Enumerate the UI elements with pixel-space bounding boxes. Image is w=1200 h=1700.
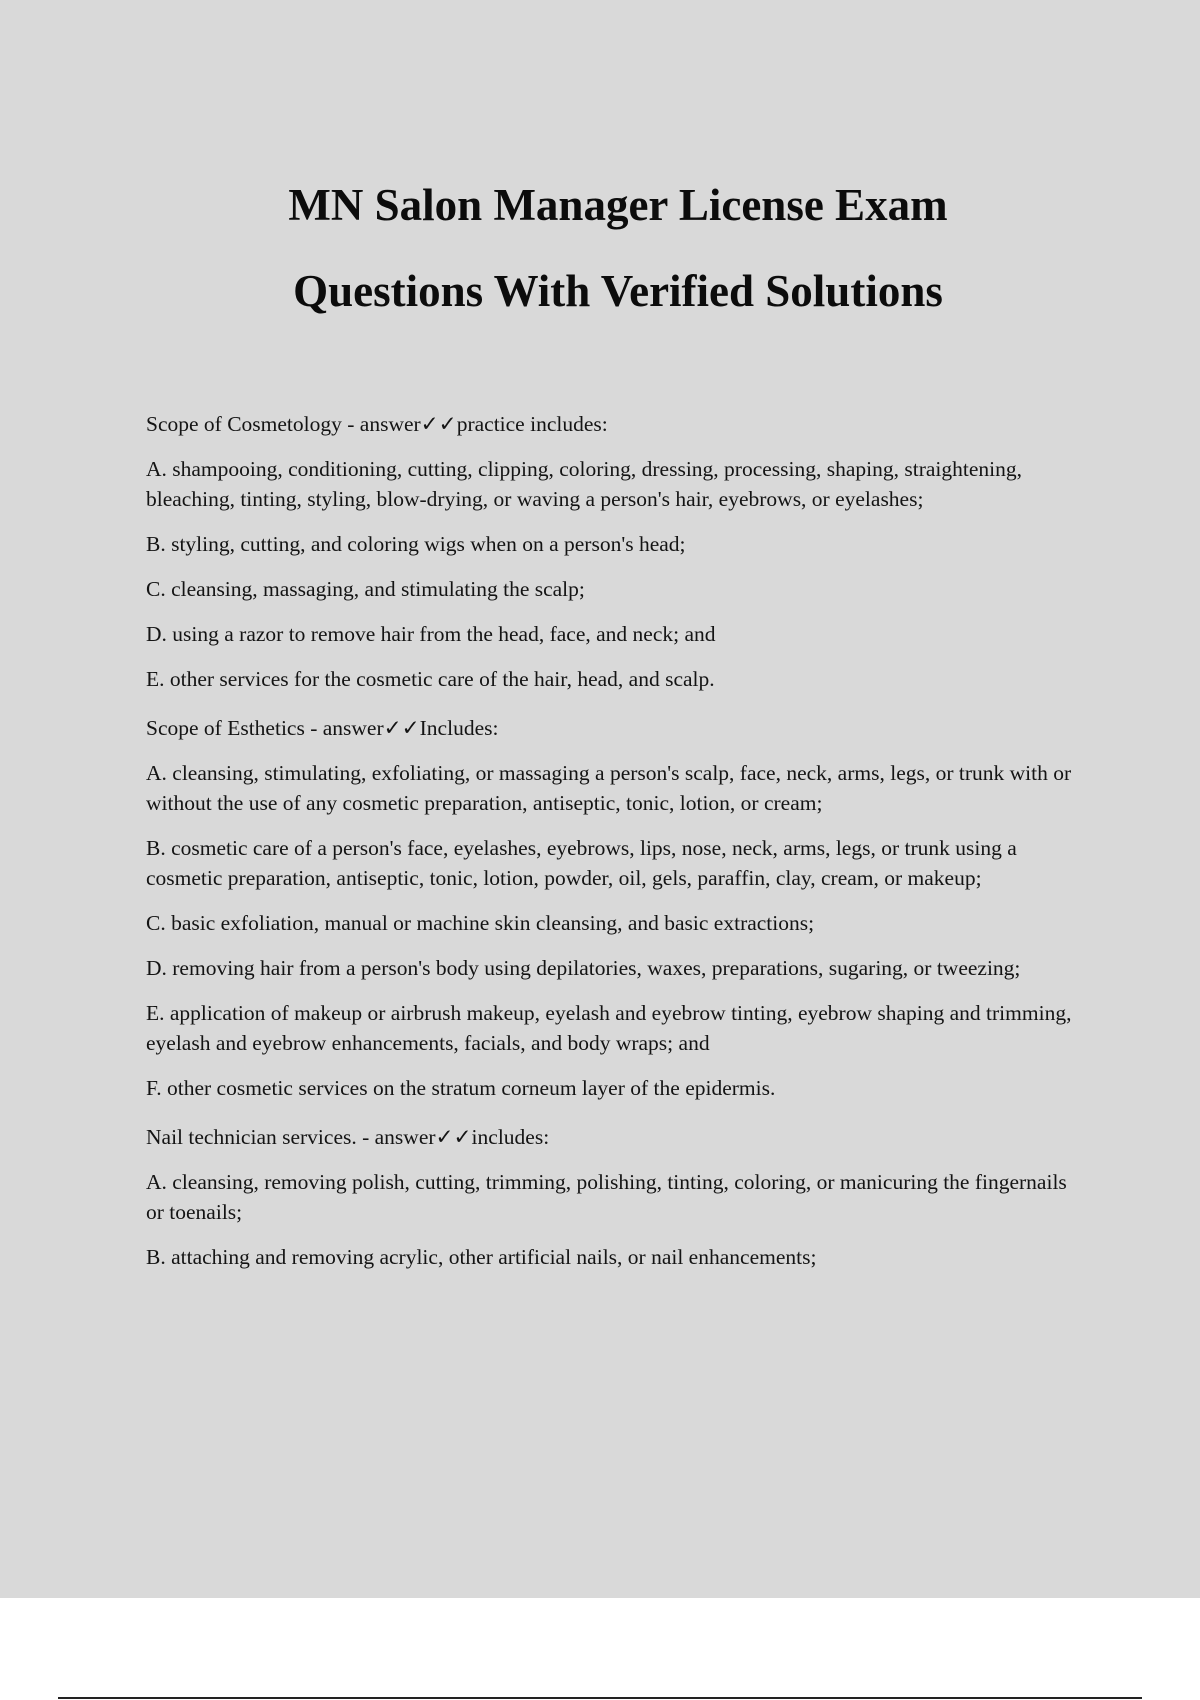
- section-heading-esthetics: Scope of Esthetics - answer✓✓Includes:: [146, 716, 499, 740]
- title-line-2: Questions With Verified Solutions: [293, 266, 943, 316]
- list-item: D. removing hair from a person's body using depilatories, waxes, preparations, sugaring, or tweezing;: [146, 956, 1021, 980]
- list-item: B. cosmetic care of a person's face, eyelashes, eyebrows, lips, nose, neck, arms, legs, or trunk using a cosmetic preparation, antiseptic, tonic, lotion, powder, oil, gels, paraffin, clay, cream, or makeup;: [146, 836, 1017, 890]
- list-item: C. basic exfoliation, manual or machine skin cleansing, and basic extractions;: [146, 911, 815, 935]
- list-item: A. cleansing, removing polish, cutting, trimming, polishing, tinting, coloring, or manicuring the fingernails or toenails;: [146, 1170, 1067, 1224]
- list-item: E. other services for the cosmetic care of the hair, head, and scalp.: [146, 667, 715, 691]
- footer-divider: [58, 1697, 1142, 1699]
- list-item: F. other cosmetic services on the stratum corneum layer of the epidermis.: [146, 1076, 776, 1100]
- list-item: E. application of makeup or airbrush makeup, eyelash and eyebrow tinting, eyebrow shaping and trimming, eyelash and eyebrow enhancements, facials, and body wraps; and: [146, 1001, 1072, 1055]
- list-item: B. attaching and removing acrylic, other artificial nails, or nail enhancements;: [146, 1245, 817, 1269]
- list-item: D. using a razor to remove hair from the head, face, and neck; and: [146, 622, 716, 646]
- document-body: [146, 409, 1086, 1287]
- section-heading-nail-technician: Nail technician services. - answer✓✓includes:: [146, 1125, 550, 1149]
- title-line-1: MN Salon Manager License Exam: [288, 180, 948, 230]
- list-item: A. shampooing, conditioning, cutting, clipping, coloring, dressing, processing, shaping, straightening, bleaching, tinting, styling, blow-drying, or waving a person's hair, eyebrows, or eyelashes;: [146, 457, 1023, 511]
- section-heading-cosmetology: Scope of Cosmetology - answer✓✓practice includes:: [146, 412, 608, 436]
- list-item: B. styling, cutting, and coloring wigs when on a person's head;: [146, 532, 686, 556]
- list-item: A. cleansing, stimulating, exfoliating, or massaging a person's scalp, face, neck, arms, legs, or trunk with or without the use of any cosmetic preparation, antiseptic, tonic, lotion, or cream;: [146, 761, 1072, 815]
- document-title: [0, 162, 1200, 334]
- list-item: C. cleansing, massaging, and stimulating the scalp;: [146, 577, 585, 601]
